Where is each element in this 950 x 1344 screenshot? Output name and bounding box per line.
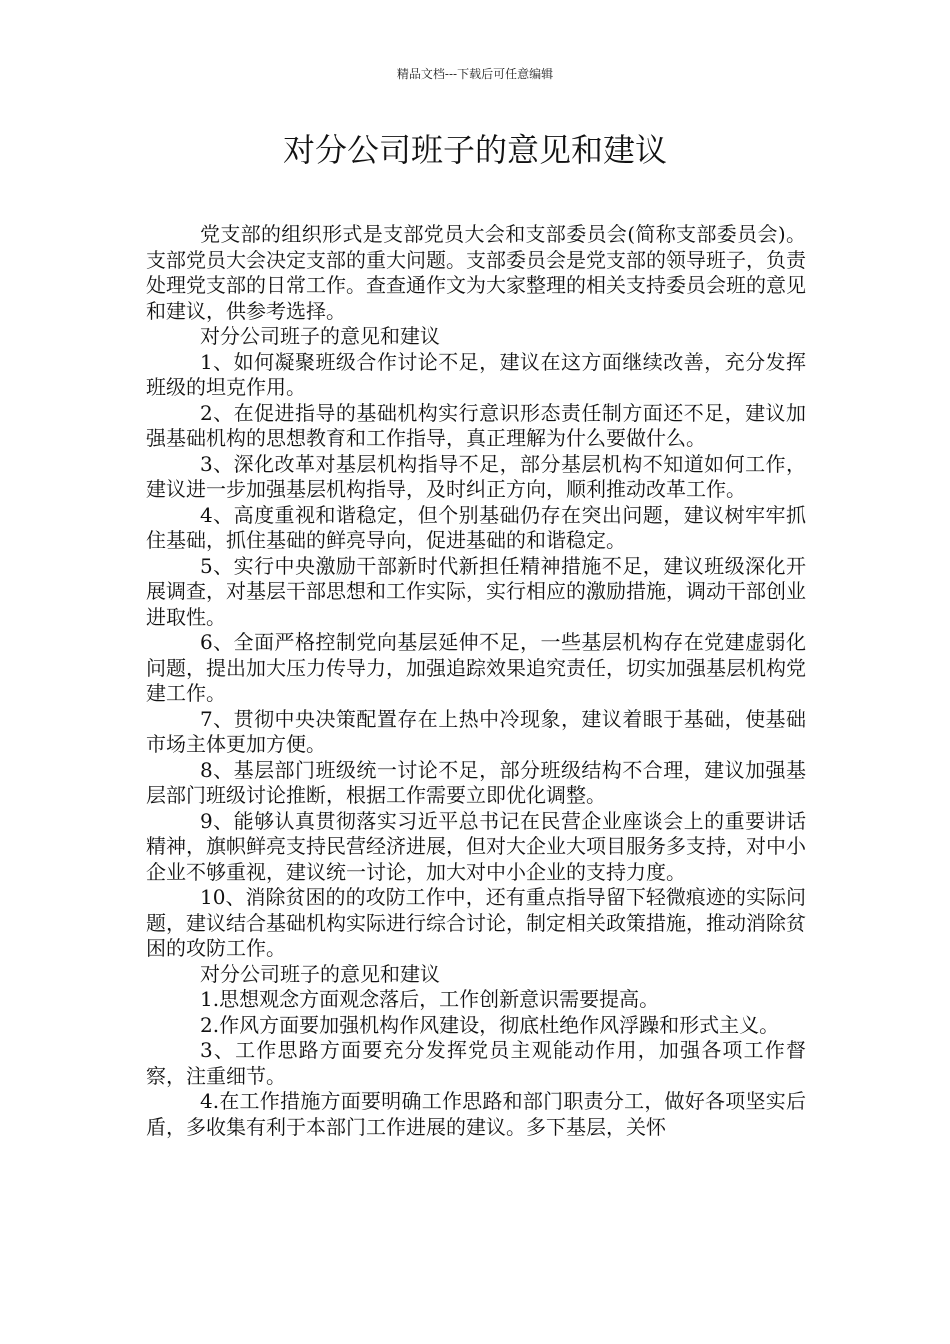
list-item: 3、工作思路方面要充分发挥党员主观能动作用，加强各项工作督察，注重细节。 [146,1038,806,1088]
list-item: 5、实行中央激励干部新时代新担任精神措施不足，建议班级深化开展调查，对基层干部思想和工作实际，实行相应的激励措施，调动干部创业进取性。 [146,553,806,629]
list-item: 9、能够认真贯彻落实习近平总书记在民营企业座谈会上的重要讲话精神，旗帜鲜亮支持民营经济进展，但对大企业大项目服务多支持，对中小企业不够重视，建议统一讨论，加大对中小企业的支持力度。 [146,808,806,884]
list-item: 3、深化改革对基层机构指导不足，部分基层机构不知道如何工作，建议进一步加强基层机构指导，及时纠正方向，顺利推动改革工作。 [146,451,806,501]
list-item: 4.在工作措施方面要明确工作思路和部门职责分工，做好各项坚实后盾，多收集有利于本部门工作进展的建议。多下基层，关怀 [146,1089,806,1139]
list-item: 7、贯彻中央决策配置存在上热中冷现象，建议着眼于基础，使基础市场主体更加方便。 [146,706,806,756]
list-item: 4、高度重视和谐稳定，但个别基础仍存在突出问题，建议树牢牢抓住基础，抓住基础的鲜亮导向，促进基础的和谐稳定。 [146,502,806,552]
list-item: 2、在促进指导的基础机构实行意识形态责任制方面还不足，建议加强基础机构的思想教育和工作指导，真正理解为什么要做什么。 [146,400,806,450]
header-note: 精品文档---下载后可任意编辑 [396,67,554,81]
list-item: 1.思想观念方面观念落后，工作创新意识需要提高。 [200,987,660,1011]
section-heading: 对分公司班子的意见和建议 [200,961,440,986]
list-item: 10、消除贫困的的攻防工作中，还有重点指导留下轻微痕迹的实际问题，建议结合基础机构实际进行综合讨论，制定相关政策措施，推动消除贫困的攻防工作。 [146,885,806,960]
list-item: 8、基层部门班级统一讨论不足，部分班级结构不合理，建议加强基层部门班级讨论推断，根据工作需要立即优化调整。 [146,757,806,807]
list-item: 1、如何凝聚班级合作讨论不足，建议在这方面继续改善，充分发挥班级的坦克作用。 [146,349,806,399]
paragraph-intro: 党支部的组织形式是支部党员大会和支部委员会(简称支部委员会)。支部党员大会决定支部的重大问题。支部委员会是党支部的领导班子，负责处理党支部的日常工作。查查通作文为大家整理的相关支持委员会班的意见和建议，供参考选择。 [146,222,806,323]
document-title: 对分公司班子的意见和建议 [282,131,667,169]
section-heading: 对分公司班子的意见和建议 [200,324,440,348]
list-item: 6、全面严格控制党向基层延伸不足，一些基层机构存在党建虚弱化问题，提出加大压力传导力，加强追踪效果追究责任，切实加强基层机构党建工作。 [146,630,806,705]
document-body [146,222,806,1140]
list-item: 2.作风方面要加强机构作风建设，彻底杜绝作风浮躁和形式主义。 [200,1012,780,1037]
